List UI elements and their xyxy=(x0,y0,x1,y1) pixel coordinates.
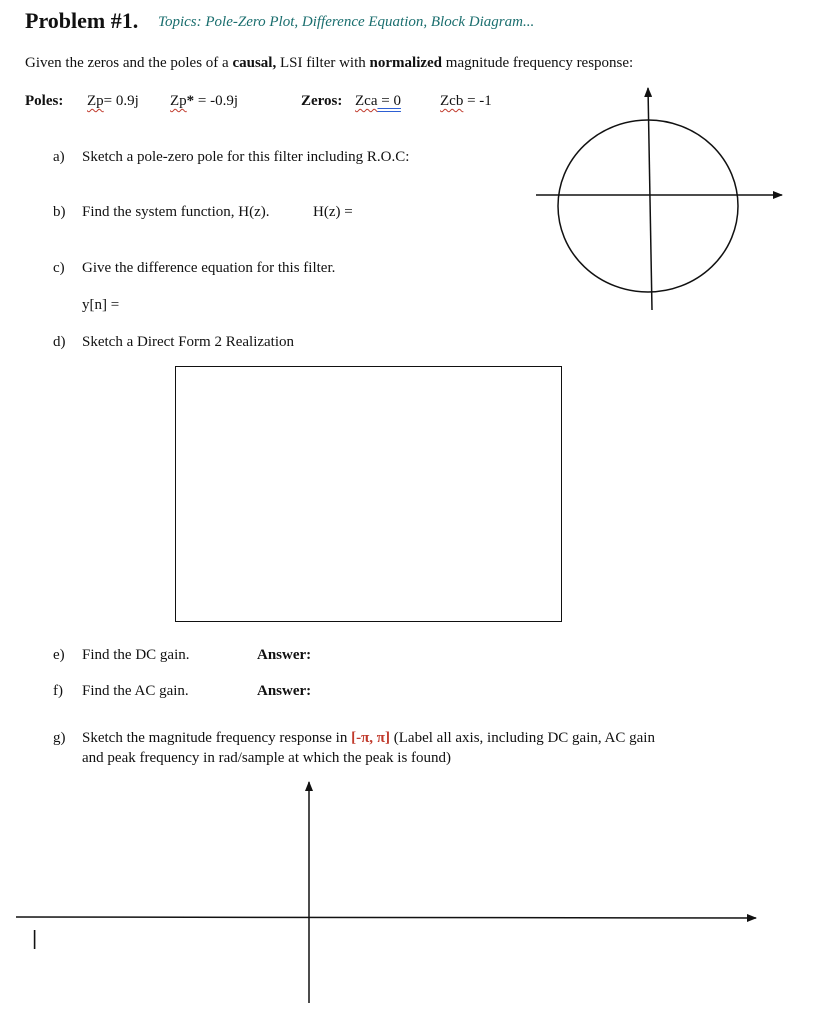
question-g-line2: and peak frequency in rad/sample at which the peak is found) xyxy=(82,750,452,766)
frequency-axis xyxy=(16,917,756,918)
zp-value: = 0.9j xyxy=(103,93,139,109)
zca-value: = 0 xyxy=(377,93,401,109)
magnitude-response-axes[interactable] xyxy=(16,782,756,1003)
question-letter: c) xyxy=(53,260,65,276)
zp-conj-symbol: Zp xyxy=(170,93,187,109)
zca-symbol: Zca xyxy=(355,93,378,109)
hz-answer-field[interactable]: H(z) = xyxy=(313,204,353,220)
ac-gain-answer-label[interactable]: Answer: xyxy=(257,683,312,699)
normalized-term: normalized xyxy=(369,55,443,71)
question-letter: e) xyxy=(53,647,65,663)
conjugate-star: * xyxy=(186,93,195,109)
pole-zero-plot[interactable] xyxy=(536,88,782,310)
question-text-cont: (Label all axis, including DC gain, AC gain xyxy=(390,730,655,746)
poles-label: Poles: xyxy=(25,93,64,109)
question-text: Sketch a Direct Form 2 Realization xyxy=(82,334,295,350)
frequency-interval: [-π, π] xyxy=(351,730,391,746)
question-letter: a) xyxy=(53,149,65,165)
zcb-value: = -1 xyxy=(463,93,492,109)
intro-text-3: magnitude frequency response: xyxy=(442,55,634,71)
question-letter: b) xyxy=(53,204,66,220)
intro-text: Given the zeros and the poles of a xyxy=(25,55,233,71)
question-text: Sketch the magnitude frequency response in xyxy=(82,730,352,746)
zp-symbol: Zp xyxy=(87,93,104,109)
question-text: Find the system function, H(z). xyxy=(82,204,270,220)
question-text: Find the AC gain. xyxy=(82,683,189,699)
zeros-label: Zeros: xyxy=(301,93,343,109)
text-cursor: | xyxy=(32,928,38,950)
question-text: Give the difference equation for this filter. xyxy=(82,260,336,276)
topics-subtitle: Topics: Pole-Zero Plot, Difference Equation, Block Diagram... xyxy=(158,14,535,30)
imaginary-axis xyxy=(648,88,652,310)
question-letter: f) xyxy=(53,683,63,699)
zcb-symbol: Zcb xyxy=(440,93,464,109)
question-text: Sketch a pole-zero pole for this filter including R.O.C: xyxy=(82,149,410,165)
zp-conj-value: = -0.9j xyxy=(194,93,239,109)
causal-term: causal, xyxy=(232,55,277,71)
question-letter: d) xyxy=(53,334,66,350)
problem-title: Problem #1. xyxy=(25,8,139,33)
question-text: Find the DC gain. xyxy=(82,647,190,663)
question-letter: g) xyxy=(53,730,66,746)
intro-text-2: LSI filter with xyxy=(276,55,370,71)
dc-gain-answer-label[interactable]: Answer: xyxy=(257,647,312,663)
unit-circle xyxy=(558,120,738,292)
yn-answer-field[interactable]: y[n] = xyxy=(82,297,120,313)
